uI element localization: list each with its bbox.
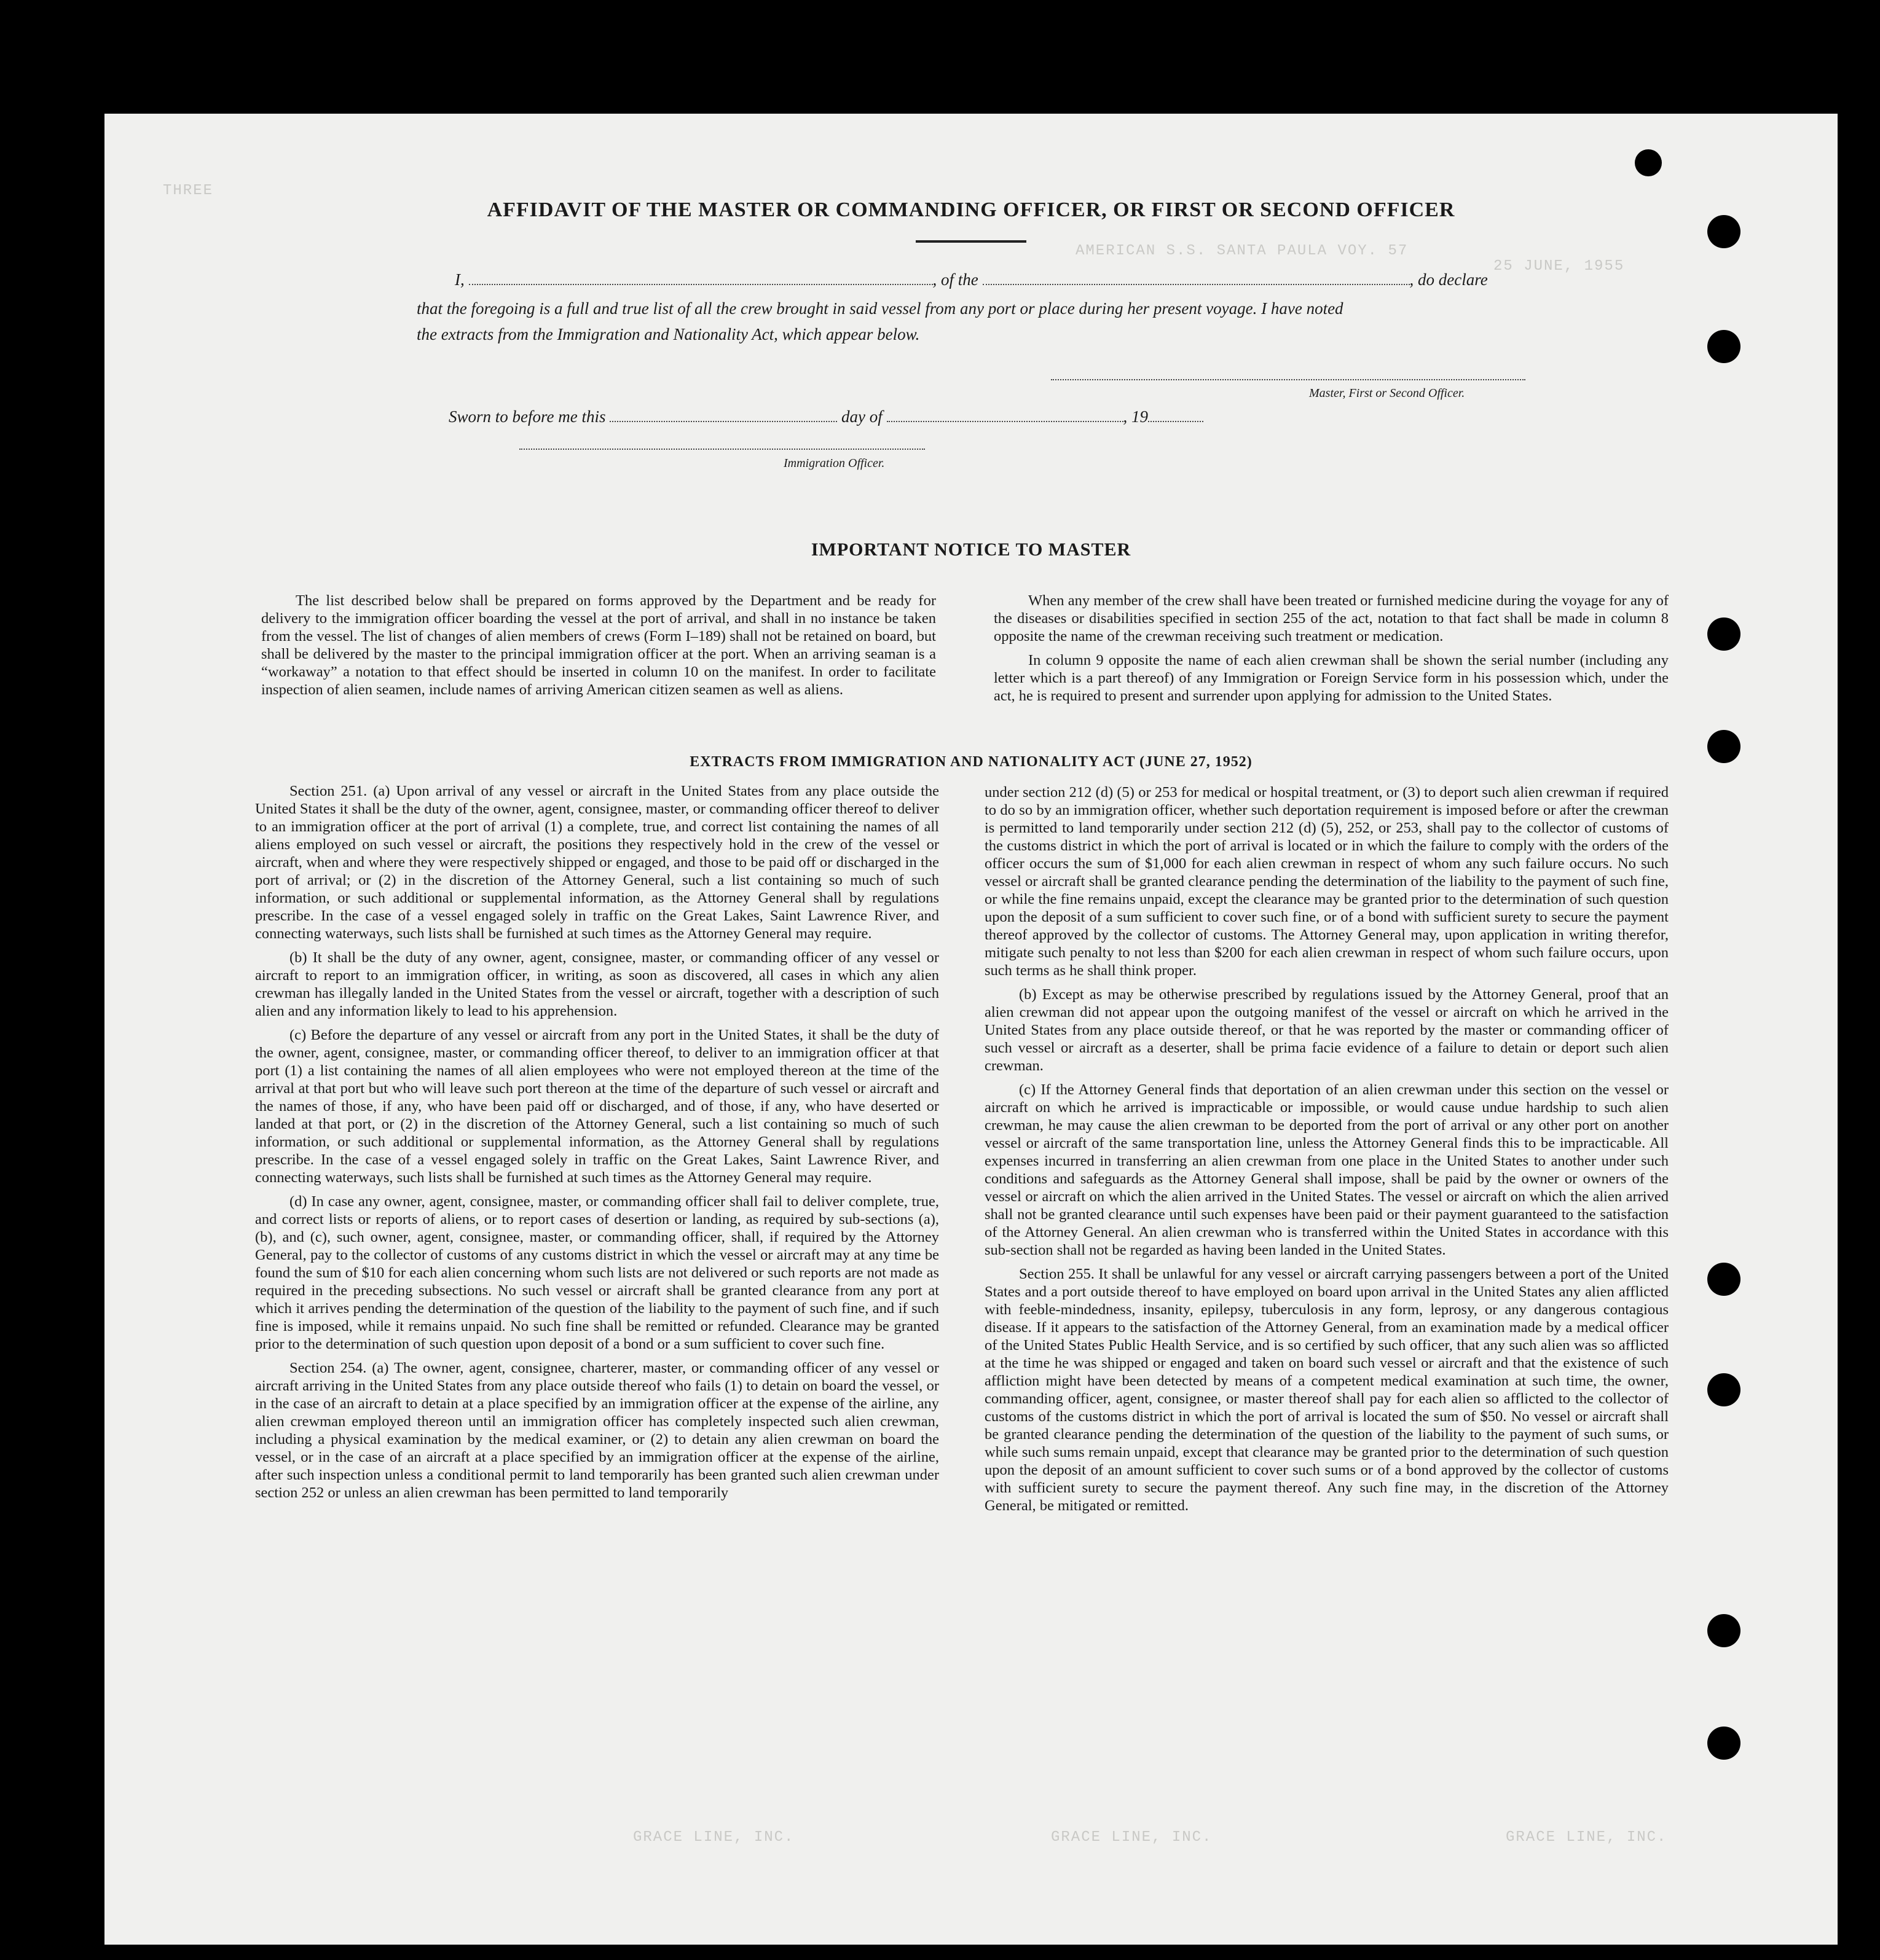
notice-paragraph: The list described below shall be prepared on forms approved by the Department and be ready for delivery to the immigration officer boarding the vessel at the port of arrival, and shall in no instance be taken from the vessel. The list of changes of alien members of crews (Form I–189) shall not be retained on board, but shall be delivered by the master to the principal immigration officer at the port. When an arriving seaman is a “workaway” a notation to that effect should be inserted in column 10 on the manifest. In order to facilitate inspection of alien seamen, include names of arriving American citizen seamen as well as aliens.: [261, 592, 936, 698]
notice-paragraph: In column 9 opposite the name of each alien crewman shall be shown the serial number (including any letter which is a part thereof) of any Immigration or Foreign Service form in his possession which, under the act, he is required to present and surrender upon applying for admission to the United States.: [994, 652, 1669, 704]
punch-hole: [1707, 330, 1740, 363]
name-field: [469, 284, 933, 285]
label-year: , 19: [1123, 407, 1148, 426]
label-i: I,: [455, 270, 465, 289]
punch-hole: [1707, 617, 1740, 651]
declaration-text: that the foregoing is a full and true list of all the crew brought in said vessel from any port or place during her present voyage. I have noted: [417, 299, 1343, 318]
punch-hole: [1707, 1263, 1740, 1296]
section-paragraph: Section 255. It shall be unlawful for any vessel or aircraft carrying passengers between a port of the United States and a port outside thereof to have employed on board upon arrival in the United States any alien afflicted with feeble-mindedness, insanity, epilepsy, tuberculosis in any form, leprosy, or any dangerous contagious disease. If it appears to the satisfaction of the Attorney General, from an examination made by a medical officer of the United States Public Health Service, and is so certified by such officer, that any such alien was so afflicted at the time he was shipped or engaged and taken on board such vessel or aircraft and that the existence of such affliction might have been detected by means of a competent medical examination at such time, the owner, commanding officer, agent, consignee, or master thereof shall pay for each alien so afflicted to the collector of customs of the customs district in which the port of arrival is located the sum of $50. No vessel or aircraft shall be granted clearance pending the determination of the question of the liability to the payment of such sums, or while such sums remain unpaid, except that clearance may be granted prior to the determination of such question upon the deposit of an amount sufficient to cover such sums or of a bond approved by the collector of customs with sufficient surety to secure the payment thereof. Any such fine may, in the discretion of the Attorney General, be mitigated or remitted.: [985, 1266, 1669, 1514]
affidavit-title: AFFIDAVIT OF THE MASTER OR COMMANDING OFFICER, OR FIRST OR SECOND OFFICER: [487, 198, 1455, 221]
title-rule: [916, 240, 1026, 243]
notice-left-column: [261, 592, 936, 705]
show-through-text: 25 JUNE, 1955: [1493, 258, 1625, 275]
show-through-text: GRACE LINE, INC.: [1506, 1829, 1667, 1846]
label-do-declare: , do declare: [1409, 270, 1488, 289]
show-through-text: GRACE LINE, INC.: [1051, 1829, 1213, 1846]
section-paragraph: (d) In case any owner, agent, consignee, master, or commanding officer shall fail to deliver complete, true, and correct lists or reports of aliens, or to report cases of desertion or landing, as required by sub-sections (a), (b), and (c), such owner, agent, consignee, master, or commanding officer, shall, if required by the Attorney General, pay to the collector of customs of any customs district in which the vessel or aircraft may at any time be found the sum of $10 for each alien concerning whom such lists are not delivered or such reports are not made as required in the preceding subsections. No such vessel or aircraft shall be granted clearance from any port at which it arrives pending the determination of the question of the liability to the payment of such fine, and if such fine is imposed, while it remains unpaid. No such fine shall be remitted or refunded. Clearance may be granted prior to the determination of such question upon deposit of a bond or a sum sufficient to cover such fine.: [255, 1193, 939, 1352]
notice-paragraph: When any member of the crew shall have been treated or furnished medicine during the voyage for any of the diseases or disabilities specified in section 255 of the act, notation to that fact shall be made in column 8 opposite the name of the crewman receiving such treatment or medication.: [994, 592, 1669, 645]
show-through-text: THREE: [163, 182, 214, 199]
label-of-the: , of the: [932, 270, 978, 289]
declaration-text: the extracts from the Immigration and Nationality Act, which appear below.: [417, 325, 920, 343]
officer-signature-label: Immigration Officer.: [784, 457, 885, 470]
sworn-line: [449, 407, 1203, 426]
section-paragraph: Section 251. (a) Upon arrival of any vessel or aircraft in the United States from any place outside the United States it shall be the duty of the owner, agent, consignee, master, or commanding officer thereof to deliver to an immigration officer at the port of arrival (1) a complete, true, and correct list containing the names of all aliens employed on such vessel or aircraft, the positions they respectively hold in the crew of the vessel or aircraft, when and where they were respectively shipped or engaged, and those to be paid off or discharged in the port of arrival; or (2) in the discretion of the Attorney General, such a list containing so much of such information, or such additional or supplemental information, as the Attorney General shall by regulations prescribe. In the case of a vessel engaged solely in traffic on the Great Lakes, Saint Lawrence River, and connecting waterways, such lists shall be furnished at such times as the Attorney General may require.: [255, 783, 939, 942]
declaration-fill-line: [455, 270, 1488, 289]
punch-hole: [1707, 1727, 1740, 1760]
section-paragraph: (c) If the Attorney General finds that deportation of an alien crewman under this section on the vessel or aircraft on which he arrived is impracticable or impossible, or would cause undue hardship to such alien crewman, he may cause the alien crewman to be deported from the port of arrival or any other port on another vessel or aircraft of the same transportation line, unless the Attorney General finds this to be impracticable. All expenses incurred in transferring an alien crewman from one place in the United States to another under such conditions and safeguards as the Attorney General shall impose, shall be paid by the owner or owners of the vessel or aircraft on which the alien arrived in the United States. The vessel or aircraft on which the alien arrived shall not be granted clearance until such expenses have been paid or their payment guaranteed to the satisfaction of the Attorney General. An alien crewman who is transferred within the United States in accordance with this sub-section shall not be regarded as having been landed in the United States.: [985, 1081, 1669, 1258]
section-paragraph: under section 212 (d) (5) or 253 for medical or hospital treatment, or (3) to deport such alien crewman if required to do so by an immigration officer, whether such deportation requirement is imposed before or after the crewman is permitted to land temporarily under section 212 (d) (5), 252, or 253, shall pay to the collector of customs of the customs district in which the port of arrival is located or in which the failure to comply with the orders of the officer occurs the sum of $1,000 for each alien crewman in respect of whom any such failure occurs. No such vessel or aircraft shall be granted clearance pending the determination of the liability to the payment of such fine, or while the fine remains unpaid, except the clearance may be granted prior to the determination of such question upon the deposit of a sum sufficient to cover such fine, or of a bond with sufficient surety to secure the payment thereof approved by the collector of customs. The Attorney General may, upon application in writing therefor, mitigate such penalty to not less than $200 for each alien crewman in respect of whom such failure occurs, upon such terms as he shall think proper.: [985, 784, 1669, 979]
vessel-field: [983, 284, 1410, 285]
sworn-day-field: [610, 421, 837, 422]
master-signature-label: Master, First or Second Officer.: [1309, 386, 1465, 400]
section-paragraph: (b) Except as may be otherwise prescribed by regulations issued by the Attorney General, proof that an alien crewman did not appear upon the outgoing manifest of the vessel or aircraft on which he arrived in the United States from any place outside thereof, or that he was reported by the master or commanding officer of such vessel or aircraft as a deserter, shall be prima facie evidence of a failure to detain or deport such alien crewman.: [985, 986, 1669, 1074]
section-paragraph: (b) It shall be the duty of any owner, agent, consignee, master, or commanding officer of any vessel or aircraft to report to an immigration officer, in writing, as soon as discovered, all cases in which any alien crewman has illegally landed in the United States from the vessel or aircraft, together with a description of such alien and any information likely to lead to his apprehension.: [255, 949, 939, 1019]
show-through-text: AMERICAN S.S. SANTA PAULA VOY. 57: [1076, 243, 1409, 259]
punch-hole: [1635, 149, 1662, 176]
officer-signature-line: [519, 449, 925, 450]
extracts-title: EXTRACTS FROM IMMIGRATION AND NATIONALITY ACT (JUNE 27, 1952): [690, 754, 1253, 770]
notice-right-column: [994, 592, 1669, 711]
punch-hole: [1707, 1614, 1740, 1647]
label-sworn: Sworn to before me this: [449, 407, 606, 426]
section-paragraph: (c) Before the departure of any vessel or aircraft from any port in the United States, it shall be the duty of the owner, agent, consignee, master, or commanding officer thereof, to deliver to an immigration officer at that port (1) a list containing the names of all alien employees who were not employed thereon at the time of the arrival at that port but who will leave such port thereon at the time of the departure of such vessel or aircraft and the names of those, if any, who have been paid off or discharged, and of those, if any, who have deserted or landed at that port, or (2) in the discretion of the Attorney General, such a list containing so much of such information, or such additional or supplemental information, as the Attorney General shall by regulations prescribe. In the case of a vessel engaged solely in traffic on the Great Lakes, Saint Lawrence River, and connecting waterways, such lists shall be furnished at such times as the Attorney General may require.: [255, 1027, 939, 1186]
extracts-right-column: [985, 783, 1669, 1521]
section-paragraph: Section 254. (a) The owner, agent, consignee, charterer, master, or commanding officer of any vessel or aircraft arriving in the United States from any place outside thereof who fails (1) to detain on board the vessel, or in the case of an aircraft to detain at a place specified by an immigration officer at the expense of the airline, any alien crewman employed thereon until an immigration officer has completely inspected such alien crewman, including a physical examination by the medical examiner, or (2) to detain any alien crewman on board the vessel, or in the case of an aircraft at a place specified by an immigration officer at the expense of the airline, after such inspection unless a conditional permit to land temporarily has been granted such alien crewman under section 252 or unless an alien crewman has been permitted to land temporarily: [255, 1360, 939, 1501]
show-through-text: GRACE LINE, INC.: [633, 1829, 795, 1846]
notice-title: IMPORTANT NOTICE TO MASTER: [811, 539, 1131, 560]
sworn-year-field: [1148, 421, 1203, 422]
document-page: [104, 114, 1838, 1945]
sworn-month-field: [887, 421, 1123, 422]
label-day-of: day of: [841, 407, 883, 426]
extracts-left-column: [255, 782, 939, 1508]
master-signature-line: [1051, 379, 1525, 380]
punch-hole: [1707, 1373, 1740, 1406]
